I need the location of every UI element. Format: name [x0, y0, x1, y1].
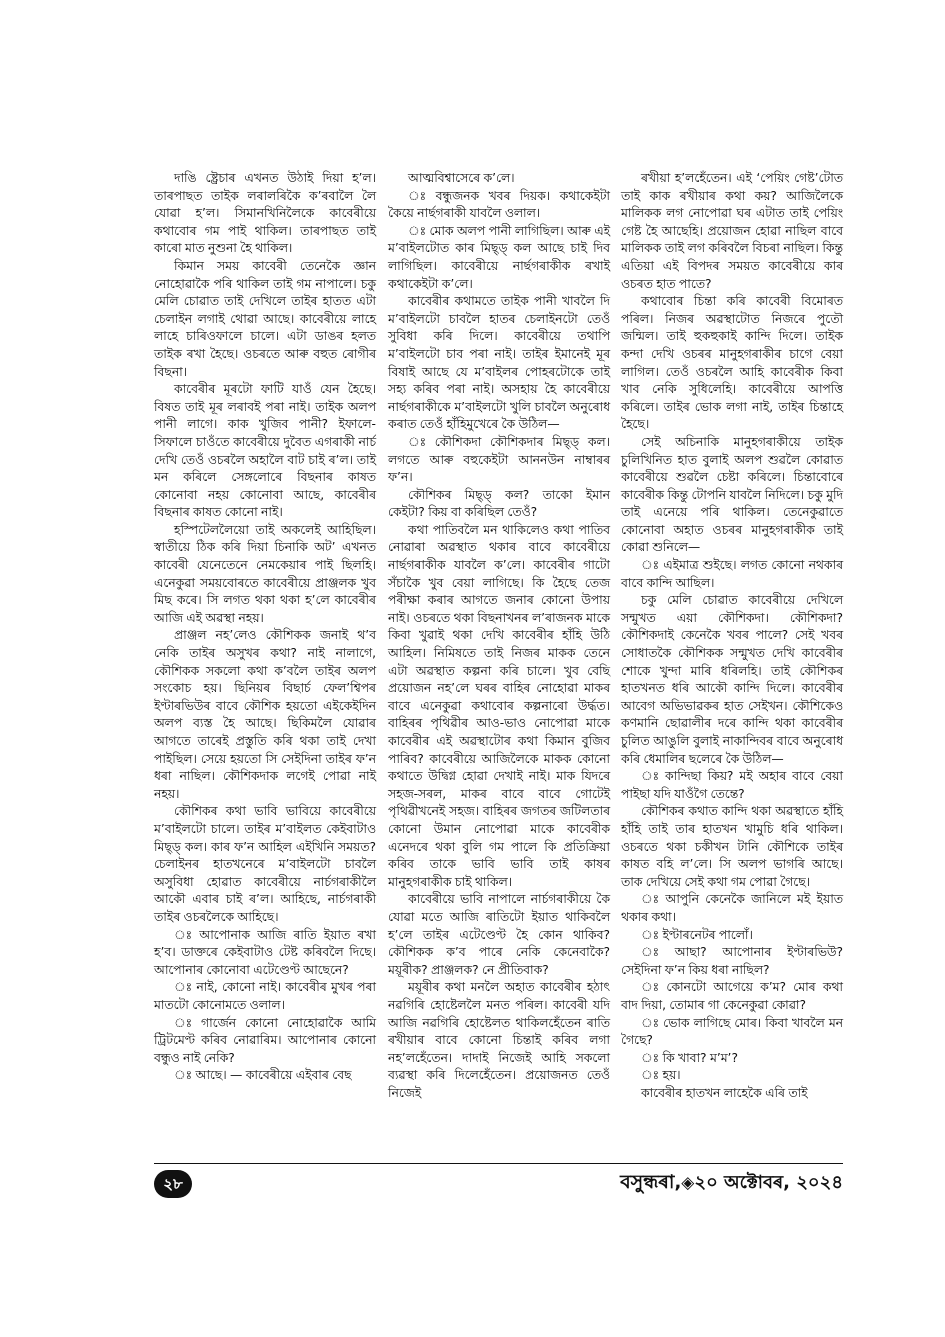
paragraph: কৌশিকৰ কথাত কান্দি থকা অৱস্থাতে হাঁহি হাঁহি তাই তাৰ হাতখন খামুচি ধৰি থাকিল। ওচৰতে থকা চকীখন টানি কৌশিকে তাইৰ কাষত বহি ল’লে। সি অলপ ভাগৰি আছে। তাক দেখিয়ে সেই কথা গম পোৱা গৈছে। — [621, 804, 843, 889]
paragraph: ঃ কি খাবা? ম’ম’? — [641, 1050, 738, 1065]
paragraph: ঃ এইমাত্ৰ শুইছে। লগত কোনো নথকাৰ বাবে কান্দি আছিল। — [621, 558, 843, 590]
paragraph: ঃ কোনটো আগেয়ে ক’ম? মোৰ কথা বাদ দিয়া, তোমাৰ গা কেনেকুৱা কোৱা? — [621, 980, 843, 1012]
paragraph: ঃ কান্দিছা কিয়? মই অহাৰ বাবে বেয়া পাইছা যদি যাওঁগৈ তেন্তে? — [621, 769, 843, 801]
paragraph: ঃ মোক অলপ পানী লাগিছিল। আৰু এই ম’বাইলটোত কাৰ মিছ্‌ড্‌ কল আছে চাই দিব লাগিছিল। কাবেৰীয়ে নাৰ্ছগৰাকীক ৰখাই কথাকেইটা ক’লে। — [388, 223, 610, 291]
magazine-name: বসুন্ধৰা — [620, 1171, 675, 1193]
paragraph: হস্পিটেললৈয়ো তাই অকলেই আহিছিল। স্বাতীয়ে ঠিক কৰি দিয়া চিনাকি অট’ এখনত কাবেৰী যেনেতেনে নেমকেয়াৰ পাই ছিলহি। এনেকুৱা সময়বোৰতে কাবেৰীয়ে প্ৰাঞ্জলক খুব মিছ কৰে। সি লগত থকা থকা হ’লে কাবেৰীৰ আজি এই অৱস্থা নহয়। — [154, 522, 376, 625]
paragraph: ঃ কৌশিকদা কৌশিকদাৰ মিছ্‌ড্‌ কল। লগতে আৰু বহুকেইটা আননউন নাম্বাৰৰ ফ’ন। — [388, 434, 610, 485]
paragraph: কৌশিকৰ কথা ভাবি ভাবিয়ে কাবেৰীয়ে ম’বাইলটো চালে। তাইৰ ম’বাইলত কেইবাটাও মিছ্‌ড্‌ কল। কাৰ ফ’ন আহিল এইখিনি সময়ত? চেলাইনৰ হাতখনেৰে ম’বাইলটো চাবলৈ অসুবিধা হোৱাত কাবেৰীয়ে নাৰ্চগৰাকীলৈ আকৌ এবাৰ চাই ৰ’ল। আহিছে, নাৰ্চগৰাকী তাইৰ ওচৰলৈকে আহিছে। — [154, 804, 376, 924]
paragraph: ঃ আছে। — কাবেৰীয়ে এইবাৰ বেছ — [174, 1068, 352, 1083]
footer-credit — [620, 1168, 843, 1200]
paragraph: আত্মবিশ্বাসেৰে ক’লে। — [408, 171, 515, 185]
footer-comma: , — [674, 1172, 682, 1193]
paragraph: ঃ আছা? আপোনাৰ ইণ্টাৰভিউ? সেইদিনা ফ’ন কিয় ধৰা নাছিল? — [621, 945, 843, 977]
paragraph: প্ৰাঞ্জল নহ’লেও কৌশিকক জনাই থ’ব নেকি তাইৰ অসুখৰ কথা? নাই নালাগে, কৌশিকক সকলো কথা ক’বলৈ তাইৰ অলপ সংকোচ হয়। ছিনিয়ৰ বিছাৰ্চ ফেল’শ্বিপৰ ইণ্টাৰভিউৰ বাবে কৌশিক হয়তো এইকেইদিন অলপ ব্যস্ত হৈ আছে। ছিকিমলৈ যোৱাৰ আগতে তাৰেই প্ৰস্তুতি কৰি থকা তাই দেখা পাইছিল। সেয়ে হয়তো সি সেইদিনা তাইৰ ফ’ন ধৰা নাছিল। কৌশিকদাক লগেই পোৱা নাই নহয়। — [154, 628, 376, 801]
paragraph: ঃ গাৰ্জেন কোনো নোহোৱাকৈ আমি ট্ৰিটমেণ্ট কৰিব নোৱাৰিম। আপোনাৰ কোনো বন্ধুও নাই নেকি? — [154, 1015, 376, 1065]
paragraph: কথাবোৰ চিন্তা কৰি কাবেৰী বিমোৰত পৰিল। নিজৰ অৱস্থাটোত নিজৰে পুতৌ জন্মিল। তাই হুকহুকাই কান্দি দিলে। তাইক কন্দা দেখি ওচৰৰ মানুহগৰাকীৰ চাগে বেয়া লাগিল। তেওঁ ওচৰলৈ আহি কাবেৰীক কিবা খাব নেকি সুধিলেহি। কাবেৰীয়ে আপত্তি কৰিলে। তাইৰ ভোক লগা নাই, তাইৰ চিন্তাহে হৈছে। — [621, 294, 843, 432]
paragraph: ঃ ভোক লাগিছে মোৰ। কিবা খাবলৈ মন গৈছে? — [621, 1015, 843, 1048]
page-number: ২৮ — [154, 1170, 192, 1198]
paragraph: কিমান সময় কাবেৰী তেনেকৈ জ্ঞান নোহোৱাকৈ পৰি থাকিল তাই গম নাপালে। চকু মেলি চোৱাত তাই দেখিলে তাইৰ হাতত এটা চেলাইন লগাই থোৱা আছে। কাবেৰীয়ে লাহে লাহে চাৰিওফালে চালে। এটা ডাঙৰ হলত তাইক ৰখা হৈছে। ওচৰতে আৰু বহুত ৰোগীৰ বিছনা। — [154, 258, 376, 379]
paragraph: ৰখীয়া হ’লহেঁতেন। এই ‘পেয়িং গেষ্ট’টোত তাই কাক ৰখীয়াৰ কথা কয়? আজিলৈকে মালিকক লগ নোপোৱা ঘৰ এটাত তাই পেয়িং গেষ্ট হৈ আছেহি। প্ৰয়োজন হোৱা নাছিল বাবে মালিকক তাই লগ কৰিবলৈ বিচৰা নাছিল। কিন্তু এতিয়া এই বিপদৰ সময়ত কাবেৰীয়ে কাৰ ওচৰত হাত পাতে? — [621, 171, 843, 291]
paragraph: দাঙি ষ্ট্ৰেচাৰ এখনত উঠাই দিয়া হ’ল। তাৰপাছত তাইক লৰালৰিকৈ ক’ৰবালৈ লৈ যোৱা হ’ল। সিমানখিনিলৈকে কাবেৰীয়ে কথাবোৰ গম পাই থাকিল। তাৰপাছত তাই কাৰো মাত নুশুনা হৈ থাকিল। — [154, 171, 376, 256]
text-column-3 — [621, 170, 843, 1102]
paragraph: কৌশিকৰ মিছ্‌ড্‌ কল? তাকো ইমান কেইটা? কিয় বা কৰিছিল তেওঁ? — [388, 487, 610, 520]
paragraph: সেই অচিনাকি মানুহগৰাকীয়ে তাইক চুলিখিনিত হাত বুলাই অলপ শুৱলৈ কোৱাত কাবেৰীয়ে শুৱলৈ চেষ্টা কৰিলে। চিন্তাবোৰে কাবেৰীক কিন্তু টোপনি যাবলৈ নিদিলে। চকু মুদি তাই এনেয়ে পৰি থাকিল। তেনেকুৱাতে কোনোবা অহাত ওচৰৰ মানুহগৰাকীক তাই কোৱা শুনিলে— — [621, 434, 843, 555]
paragraph: চকু মেলি চোৱাত কাবেৰীয়ে দেখিলে সন্মুখত এয়া কৌশিকদা। কৌশিকদা? কৌশিকদাই কেনেকৈ খবৰ পালে? সেই খবৰ সোধাতকৈ কৌশিকক সন্মুখত দেখি কাবেৰীৰ শোকে খুন্দা মাৰি ধৰিলহি। তাই কৌশিকৰ হাতখনত ধৰি আকৌ কান্দি দিলে। কাবেৰীৰ আবেগ অভিভাৱকৰ হাত সেইখন। কৌশিকেও কণমানি ছোৱালীৰ দৰে কান্দি থকা কাবেৰীৰ চুলিত আঙুলি বুলাই নাকান্দিবৰ বাবে অনুৰোধ কৰি ধেমালিৰ ছলেৰে কৈ উঠিল— — [621, 593, 843, 766]
issue-date: ২০ অক্টোবৰ, ২০২৪ — [694, 1172, 843, 1193]
paragraph: ঃ আপোনাক আজি ৰাতি ইয়াত ৰখা হ’ব। ডাক্তৰে কেইবাটাও টেষ্ট কৰিবলৈ দিছে। আপোনাৰ কোনোবা এটেণ্ডেণ্ট আছেনে? — [154, 927, 376, 977]
paragraph: কাবেৰীৰ কথামতে তাইক পানী খাবলৈ দি ম’বাইলটো চাবলৈ হাতৰ চেলাইনটো তেওঁ সুবিধা কৰি দিলে। কাবেৰীয়ে তথাপি ম’বাইলটো চাব পৰা নাই। তাইৰ ইমানেই মূৰ বিষাই আছে যে ম’বাইলৰ পোহৰটোকে তাই সহ্য কৰিব পৰা নাই। অসহায় হৈ কাবেৰীয়ে নাৰ্ছগৰাকীকে ম’বাইলটো খুলি চাবলৈ অনুৰোধ কৰাত তেওঁ হাঁহিমুখেৰে কৈ উঠিল— — [388, 294, 610, 432]
diamond-icon: ◈ — [681, 1173, 695, 1193]
paragraph: কাবেৰীৰ হাতখন লাহেকৈ এৰি তাই — [641, 1085, 808, 1100]
paragraph: ঃ আপুনি কেনেকৈ জানিলে মই ইয়াত থকাৰ কথা। — [621, 892, 843, 924]
footer-rule — [154, 1163, 843, 1164]
paragraph: ঃ নাই, কোনো নাই। কাবেৰীৰ মুখৰ পৰা মাতটো কোনোমতে ওলাল। — [154, 980, 376, 1012]
paragraph: কাবেৰীয়ে ভাবি নাপালে নাৰ্চগৰাকীয়ে কৈ যোৱা মতে আজি ৰাতিটো ইয়াত থাকিবলৈ হ’লে তাইৰ এটেণ্ডেণ্ট হৈ কোন থাকিব? কৌশিকক ক’ব পাৰে নেকি কেনেবাকৈ? ময়ূৰীক? প্ৰাঞ্জলক? নে প্ৰীতিবাক? — [388, 892, 610, 977]
text-column-2 — [388, 170, 610, 1102]
paragraph: ময়ূৰীৰ কথা মনলৈ অহাত কাবেৰীৰ হঠাৎ নৱগিৰি হোষ্টেললৈ মনত পৰিল। কাবেৰী যদি আজি নৱগিৰি হোষ্টেলত থাকিলহেঁতেন ৰাতি ৰখীয়াৰ বাবে কোনো চিন্তাই কৰিব লগা নহ’লহেঁতেন। দাদাই নিজেই আহি সকলো ব্যৱস্থা কৰি দিলেহেঁতেন। প্ৰয়োজনত তেওঁ নিজেই — [388, 980, 610, 1100]
text-column-1 — [154, 170, 376, 1085]
paragraph: ঃ হয়। — [641, 1068, 681, 1083]
paragraph: কাবেৰীৰ মূৰটো ফাটি যাওঁ যেন হৈছে। বিষত তাই মূৰ লৰাবই পৰা নাই। তাইক অলপ পানী লাগে। কাক খুজিব পানী? ইফালে-সিফালে চাওঁতে কাবেৰীয়ে দুবৈত এগৰাকী নাৰ্চ দেখি তেওঁ ওচৰলৈ অহালৈ বাট চাই ৰ’ল। তাই মন কৰিলে সেঙ্গলোৰে বিছনাৰ কাষত কোনোবা নহয় কোনোবা আছে, কাবেৰীৰ বিছনাৰ কাষত কোনো নাই। — [154, 382, 376, 520]
paragraph: ঃ ইণ্টাৰনেটৰ পালোঁ। — [641, 927, 753, 942]
paragraph: ঃ বন্ধুজনক খবৰ দিয়ক। কথাকেইটা কৈয়ে নাৰ্ছগৰাকী যাবলৈ ওলাল। — [388, 188, 610, 221]
paragraph: কথা পাতিবলৈ মন থাকিলেও কথা পাতিব নোৱাৰা অৱস্থাত থকাৰ বাবে কাবেৰীয়ে নাৰ্ছগৰাকীক যাবলৈ ক’লে। কাবেৰীৰ গাটো সঁচাকৈ খুব বেয়া লাগিছে। কি হৈছে তেজ পৰীক্ষা কৰাৰ আগতে জনাৰ কোনো উপায় নাই। ওচৰতে থকা বিছনাখনৰ ল’ৰাজনক মাকে কিবা খুৱাই থকা দেখি কাবেৰীৰ হাঁহি উঠি আহিল। নিমিষতে তাই নিজৰ মাকক তেনে এটা অৱস্থাত কল্পনা কৰি চালে। খুব বেছি প্ৰয়োজন নহ’লে ঘৰৰ বাহিৰ নোহোৱা মাকৰ বাবে এনেকুৱা কথাবোৰ কল্পনাৰো উৰ্দ্ধত। বাহিৰৰ পৃথিৱীৰ আও-ভাও নোপোৱা মাকে কাবেৰীৰ এই অৱস্থাটোৰ কথা কিমান বুজিব পাৰিব? কাবেৰীয়ে আজিলৈকে মাকক কোনো কথাতে উদ্বিগ্ন হোৱা দেখাই নাই। মাক যিদৰে সহজ-সৰল, মাকৰ বাবে বাবে গোটেই পৃথিৱীখনেই সহজ। বাহিৰৰ জগতৰ জটিলতাৰ কোনো উমান নোপোৱা মাকে কাবেৰীক এনেদৰে থকা বুলি গম পালে কি প্ৰতিক্ৰিয়া কৰিব তাকে ভাবি ভাবি তাই কাষৰ মানুহগৰাকীক চাই থাকিল। — [388, 522, 610, 889]
